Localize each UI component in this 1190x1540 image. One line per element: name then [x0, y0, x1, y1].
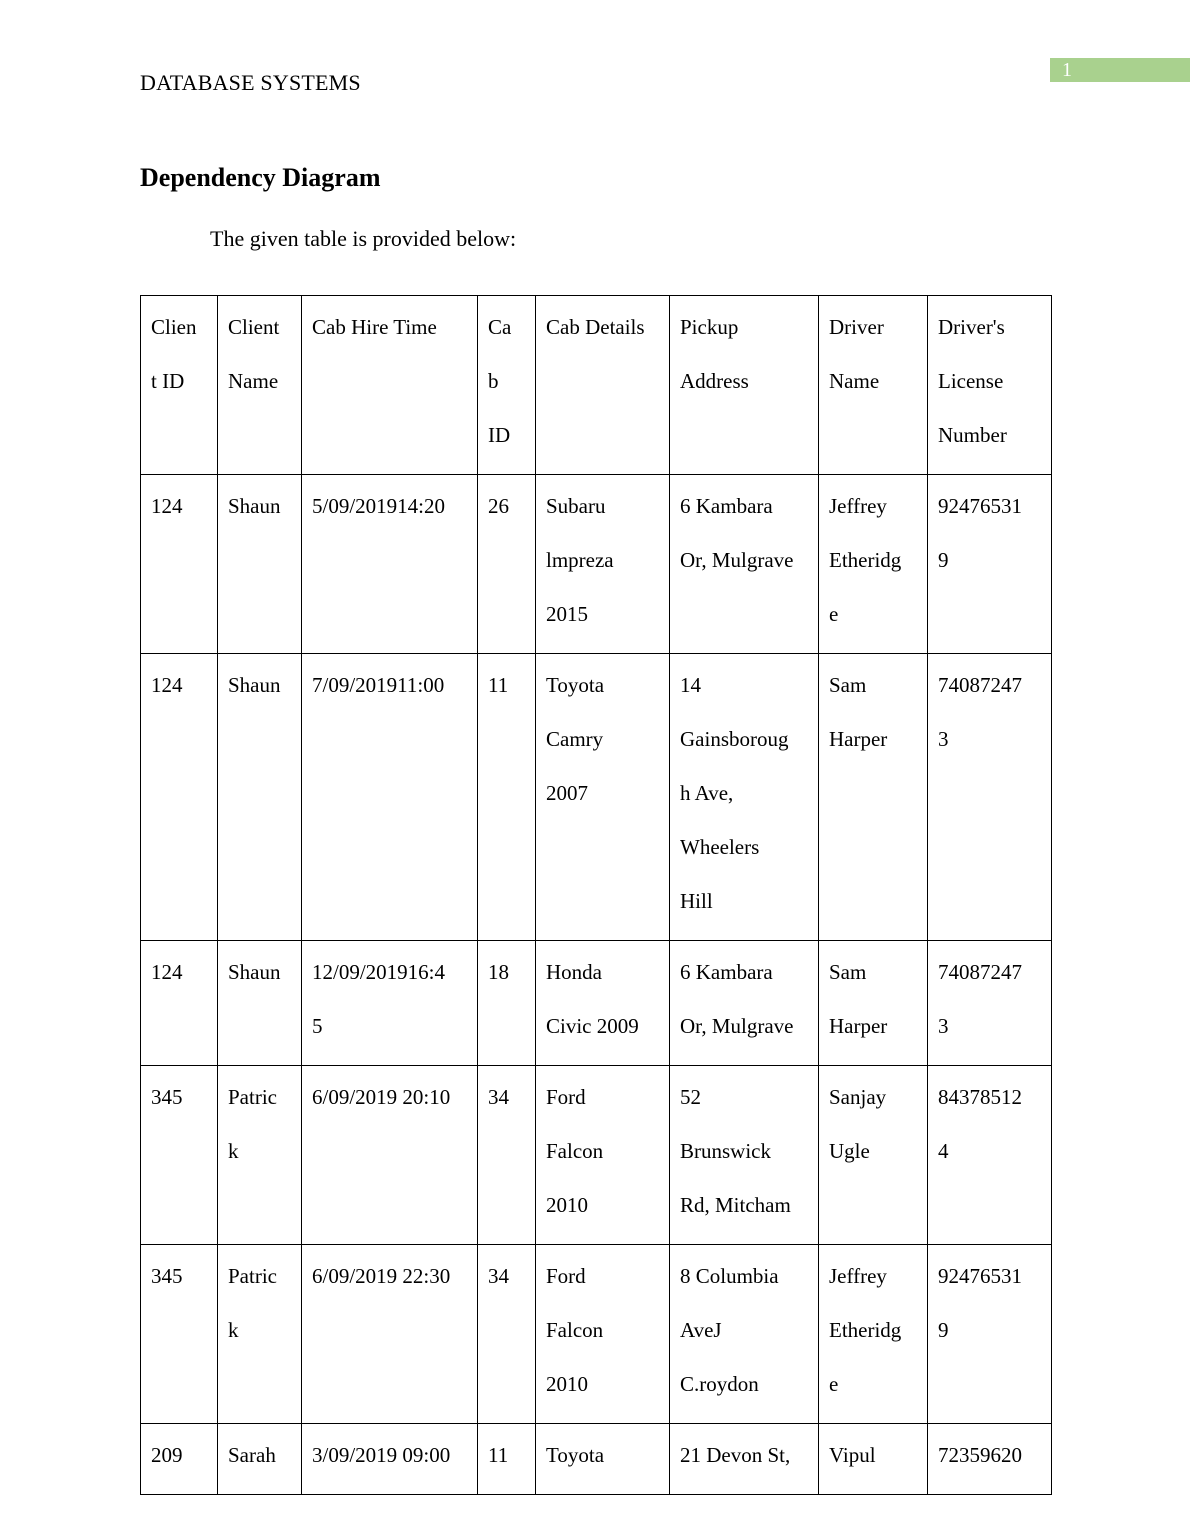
cell-text-line: Patric: [228, 1085, 277, 1109]
cell-text-line: e: [829, 602, 839, 626]
table-cell: [218, 475, 302, 654]
table-cell: [819, 1245, 928, 1424]
cell-text-line: Etheridg: [829, 548, 902, 572]
table-cell: [141, 1066, 218, 1245]
cell-text-line: Sanjay: [829, 1085, 887, 1109]
cell-text-line: Subaru: [546, 494, 606, 518]
running-head: DATABASE SYSTEMS: [140, 70, 361, 95]
table-cell: [928, 654, 1052, 941]
cell-text-line: 9: [938, 548, 949, 572]
cell-text-line: e: [829, 1372, 839, 1396]
cell-text-line: 6 Kambara: [680, 960, 773, 984]
cell-text-line: 4: [938, 1139, 949, 1163]
table-cell: [478, 1424, 536, 1495]
cell-text-line: Sam: [829, 960, 867, 984]
cell-text-line: Number: [938, 423, 1007, 447]
cell-text-line: 14: [680, 673, 701, 697]
cell-text-line: Patric: [228, 1264, 277, 1288]
table-cell: [928, 1066, 1052, 1245]
cell-text-line: 92476531: [938, 494, 1022, 518]
table-cell: [536, 1424, 670, 1495]
cell-text-line: 345: [151, 1264, 183, 1288]
cell-text-line: License: [938, 369, 1004, 393]
intro-paragraph: The given table is provided below:: [210, 226, 517, 251]
table-cell: [819, 654, 928, 941]
cell-text-line: C.roydon: [680, 1372, 759, 1396]
table-cell: [141, 1424, 218, 1495]
table-header-cell: [819, 296, 928, 475]
cell-text-line: 124: [151, 960, 183, 984]
cell-text-line: 9: [938, 1318, 949, 1342]
cell-text-line: Wheelers: [680, 835, 760, 859]
cell-text-line: Ca: [488, 315, 512, 339]
cell-text-line: Pickup: [680, 315, 739, 339]
cell-text-line: 2010: [546, 1372, 588, 1396]
cell-text-line: 74087247: [938, 673, 1022, 697]
table-cell: [218, 1424, 302, 1495]
cell-text-line: 21 Devon St,: [680, 1443, 791, 1467]
cell-text-line: Or, Mulgrave: [680, 548, 794, 572]
cell-text-line: 74087247: [938, 960, 1022, 984]
table-header-cell: [670, 296, 819, 475]
cell-text-line: Jeffrey: [829, 494, 887, 518]
cell-text-line: 34: [488, 1085, 509, 1109]
cell-text-line: 2007: [546, 781, 588, 805]
cell-text-line: Falcon: [546, 1318, 604, 1342]
table-cell: [302, 1424, 478, 1495]
cell-text-line: 6/09/2019 22:30: [312, 1264, 451, 1288]
table-cell: [218, 654, 302, 941]
cell-text-line: Address: [680, 369, 749, 393]
table-cell: [536, 1245, 670, 1424]
cell-text-line: 34: [488, 1264, 509, 1288]
table-cell: [670, 654, 819, 941]
cell-text-line: 3/09/2019 09:00: [312, 1443, 451, 1467]
cell-text-line: Driver: [829, 315, 884, 339]
cell-text-line: 12/09/201916:4: [312, 960, 446, 984]
table-cell: [302, 941, 478, 1066]
cell-text-line: Falcon: [546, 1139, 604, 1163]
cell-text-line: 3: [938, 1014, 949, 1038]
cell-text-line: 8 Columbia: [680, 1264, 779, 1288]
table-cell: [819, 1424, 928, 1495]
table-cell: [302, 1066, 478, 1245]
cell-text-line: 2010: [546, 1193, 588, 1217]
cell-text-line: Sarah: [228, 1443, 276, 1467]
cell-text-line: Sam: [829, 673, 867, 697]
table-body: [141, 296, 1052, 1495]
cell-text-line: Vipul: [829, 1443, 876, 1467]
table-header-cell: [928, 296, 1052, 475]
cell-text-line: Toyota: [546, 1443, 605, 1467]
table-cell: [478, 475, 536, 654]
cell-text-line: Shaun: [228, 960, 281, 984]
cell-text-line: Toyota: [546, 673, 605, 697]
cell-text-line: 2015: [546, 602, 588, 626]
cell-text-line: Ugle: [829, 1139, 870, 1163]
cell-text-line: b: [488, 369, 499, 393]
cell-text-line: k: [228, 1139, 239, 1163]
table-cell: [302, 1245, 478, 1424]
table-cell: [670, 1245, 819, 1424]
cell-text-line: Harper: [829, 727, 888, 751]
table-header-cell: [302, 296, 478, 475]
table-cell: [536, 475, 670, 654]
table-row: [141, 941, 1052, 1066]
table-header-cell: [218, 296, 302, 475]
cell-text-line: AveJ: [680, 1318, 722, 1342]
cell-text-line: ID: [488, 423, 511, 447]
table-cell: [928, 475, 1052, 654]
cell-text-line: 11: [488, 673, 509, 697]
cell-text-line: Driver's: [938, 315, 1005, 339]
table-cell: [141, 654, 218, 941]
cell-text-line: Brunswick: [680, 1139, 771, 1163]
cell-text-line: 209: [151, 1443, 183, 1467]
cell-text-line: Camry: [546, 727, 604, 751]
cell-text-line: lmpreza: [546, 548, 614, 572]
table-cell: [928, 1245, 1052, 1424]
table-cell: [478, 654, 536, 941]
cell-text-line: 92476531: [938, 1264, 1022, 1288]
cell-text-line: Jeffrey: [829, 1264, 887, 1288]
cell-text-line: k: [228, 1318, 239, 1342]
cell-text-line: 124: [151, 673, 183, 697]
cell-text-line: 345: [151, 1085, 183, 1109]
table-row: [141, 475, 1052, 654]
table-cell: [218, 1066, 302, 1245]
cell-text-line: Clien: [151, 315, 197, 339]
cell-text-line: t ID: [151, 369, 185, 393]
table-cell: [536, 654, 670, 941]
table-row: [141, 1066, 1052, 1245]
table-cell: [478, 1245, 536, 1424]
cell-text-line: Rd, Mitcham: [680, 1193, 791, 1217]
table-cell: [819, 1066, 928, 1245]
table-header-cell: [536, 296, 670, 475]
cell-text-line: Shaun: [228, 494, 281, 518]
table-row: [141, 1424, 1052, 1495]
table-cell: [670, 1066, 819, 1245]
cell-text-line: 5/09/201914:20: [312, 494, 446, 518]
table-cell: [218, 941, 302, 1066]
table-cell: [536, 941, 670, 1066]
cell-text-line: 11: [488, 1443, 509, 1467]
table-header-row: [141, 296, 1052, 475]
table-header-cell: [141, 296, 218, 475]
table-cell: [819, 941, 928, 1066]
cell-text-line: 18: [488, 960, 509, 984]
table-cell: [141, 475, 218, 654]
cell-text-line: 6 Kambara: [680, 494, 773, 518]
cell-text-line: Ford: [546, 1264, 586, 1288]
table-cell: [670, 475, 819, 654]
cell-text-line: Shaun: [228, 673, 281, 697]
cell-text-line: Gainsboroug: [680, 727, 789, 751]
cell-text-line: 124: [151, 494, 183, 518]
table-cell: [478, 941, 536, 1066]
section-heading: Dependency Diagram: [140, 163, 381, 192]
page-number: 1: [1050, 58, 1190, 82]
cell-text-line: 84378512: [938, 1085, 1022, 1109]
cell-text-line: 26: [488, 494, 509, 518]
table-header-cell: [478, 296, 536, 475]
table-cell: [670, 1424, 819, 1495]
cell-text-line: 3: [938, 727, 949, 751]
cell-text-line: 72359620: [938, 1443, 1022, 1467]
table-cell: [478, 1066, 536, 1245]
cell-text-line: h Ave,: [680, 781, 734, 805]
cell-text-line: Civic 2009: [546, 1014, 639, 1038]
table-cell: [141, 941, 218, 1066]
table-row: [141, 654, 1052, 941]
cell-text-line: 52: [680, 1085, 701, 1109]
cell-text-line: Name: [829, 369, 880, 393]
cell-text-line: Cab Details: [546, 315, 645, 339]
table-cell: [928, 941, 1052, 1066]
table-cell: [141, 1245, 218, 1424]
cab-hire-table: [140, 295, 1052, 1495]
cell-text-line: Cab Hire Time: [312, 315, 437, 339]
table-cell: [536, 1066, 670, 1245]
table-cell: [302, 475, 478, 654]
cell-text-line: 5: [312, 1014, 323, 1038]
table-cell: [218, 1245, 302, 1424]
table-cell: [670, 941, 819, 1066]
cell-text-line: Etheridg: [829, 1318, 902, 1342]
cell-text-line: 6/09/2019 20:10: [312, 1085, 451, 1109]
cell-text-line: Harper: [829, 1014, 888, 1038]
cell-text-line: Client: [228, 315, 280, 339]
cell-text-line: Name: [228, 369, 279, 393]
cell-text-line: Or, Mulgrave: [680, 1014, 794, 1038]
cell-text-line: 7/09/201911:00: [312, 673, 445, 697]
cell-text-line: Honda: [546, 960, 602, 984]
table-cell: [302, 654, 478, 941]
table-cell: [928, 1424, 1052, 1495]
cell-text-line: Hill: [680, 889, 713, 913]
cell-text-line: Ford: [546, 1085, 586, 1109]
table-cell: [819, 475, 928, 654]
table-row: [141, 1245, 1052, 1424]
